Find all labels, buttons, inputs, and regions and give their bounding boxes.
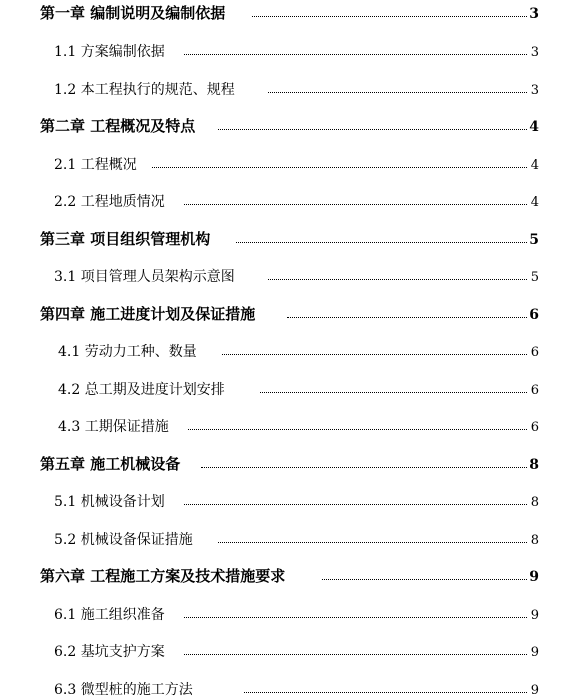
toc-section-4-1[interactable]: [0, 339, 579, 361]
toc-entry-label: 2.1 工程概况: [54, 157, 137, 173]
dot-leader: [184, 54, 527, 55]
toc-page-number: 4: [530, 158, 539, 173]
toc-section-6-3[interactable]: [0, 677, 579, 699]
toc-entry-label: 5.1 机械设备计划: [54, 494, 165, 510]
toc-entry-label: 6.1 施工组织准备: [54, 607, 165, 623]
toc-entry-label: 第一章 编制说明及编制依据: [40, 4, 226, 22]
toc-entry-label: 第三章 项目组织管理机构: [40, 230, 211, 248]
dot-leader: [201, 467, 527, 468]
toc-chapter-4[interactable]: [0, 302, 579, 324]
toc-page-number: 8: [530, 533, 539, 548]
toc-page-number: 9: [530, 645, 539, 660]
toc-page-number: 5: [530, 270, 539, 285]
toc-page-number: 4: [529, 119, 539, 135]
toc-section-4-3[interactable]: [0, 414, 579, 436]
dot-leader: [218, 129, 527, 130]
toc-page-number: 8: [530, 495, 539, 510]
toc-page-number: 3: [530, 45, 539, 60]
toc-entry-label: 4.3 工期保证措施: [58, 419, 169, 435]
toc-page-number: 3: [530, 83, 539, 98]
toc-entry-label: 6.3 微型桩的施工方法: [54, 682, 193, 698]
dot-leader: [252, 16, 527, 17]
toc-entry-label: 2.2 工程地质情况: [54, 194, 165, 210]
toc-page-number: 6: [530, 420, 539, 435]
toc-page-number: 5: [529, 232, 539, 248]
dot-leader: [184, 204, 527, 205]
toc-entry-label: 6.2 基坑支护方案: [54, 644, 165, 660]
dot-leader: [268, 92, 527, 93]
toc-page-number: 4: [530, 195, 539, 210]
toc-page-number: 9: [530, 683, 539, 698]
toc-entry-label: 4.1 劳动力工种、数量: [58, 344, 197, 360]
toc-section-1-2[interactable]: [0, 77, 579, 99]
dot-leader: [268, 279, 527, 280]
dot-leader: [218, 542, 527, 543]
dot-leader: [184, 654, 527, 655]
toc-chapter-6[interactable]: [0, 564, 579, 586]
toc-page-number: 9: [529, 569, 539, 585]
dot-leader: [184, 504, 527, 505]
toc-entry-label: 第六章 工程施工方案及技术措施要求: [40, 567, 286, 585]
toc-entry-label: 1.1 方案编制依据: [54, 44, 165, 60]
dot-leader: [152, 167, 527, 168]
dot-leader: [184, 617, 527, 618]
toc-section-5-1[interactable]: [0, 489, 579, 511]
toc-entry-label: 4.2 总工期及进度计划安排: [58, 382, 225, 398]
toc-section-4-2[interactable]: [0, 377, 579, 399]
toc-section-1-1[interactable]: [0, 39, 579, 61]
toc-entry-label: 3.1 项目管理人员架构示意图: [54, 269, 235, 285]
toc-entry-label: 1.2 本工程执行的规范、规程: [54, 82, 235, 98]
toc-chapter-2[interactable]: [0, 114, 579, 136]
toc-chapter-1[interactable]: [0, 1, 579, 23]
toc-entry-label: 第四章 施工进度计划及保证措施: [40, 305, 256, 323]
dot-leader: [287, 317, 527, 318]
toc-chapter-3[interactable]: [0, 227, 579, 249]
toc-page-number: 6: [530, 345, 539, 360]
toc-section-2-1[interactable]: [0, 152, 579, 174]
toc-entry-label: 第五章 施工机械设备: [40, 455, 181, 473]
toc-page-number: 6: [529, 307, 539, 323]
dot-leader: [322, 579, 527, 580]
toc-chapter-5[interactable]: [0, 452, 579, 474]
toc-page-number: 9: [530, 608, 539, 623]
toc-section-6-1[interactable]: [0, 602, 579, 624]
toc-page-number: 3: [529, 6, 539, 22]
dot-leader: [222, 354, 527, 355]
toc-page-number: 6: [530, 383, 539, 398]
toc-section-3-1[interactable]: [0, 264, 579, 286]
dot-leader: [236, 242, 527, 243]
toc-entry-label: 第二章 工程概况及特点: [40, 117, 196, 135]
toc-section-6-2[interactable]: [0, 639, 579, 661]
dot-leader: [188, 429, 527, 430]
toc-section-5-2[interactable]: [0, 527, 579, 549]
toc-section-2-2[interactable]: [0, 189, 579, 211]
toc-entry-label: 5.2 机械设备保证措施: [54, 532, 193, 548]
dot-leader: [260, 392, 527, 393]
toc-page-number: 8: [529, 457, 539, 473]
